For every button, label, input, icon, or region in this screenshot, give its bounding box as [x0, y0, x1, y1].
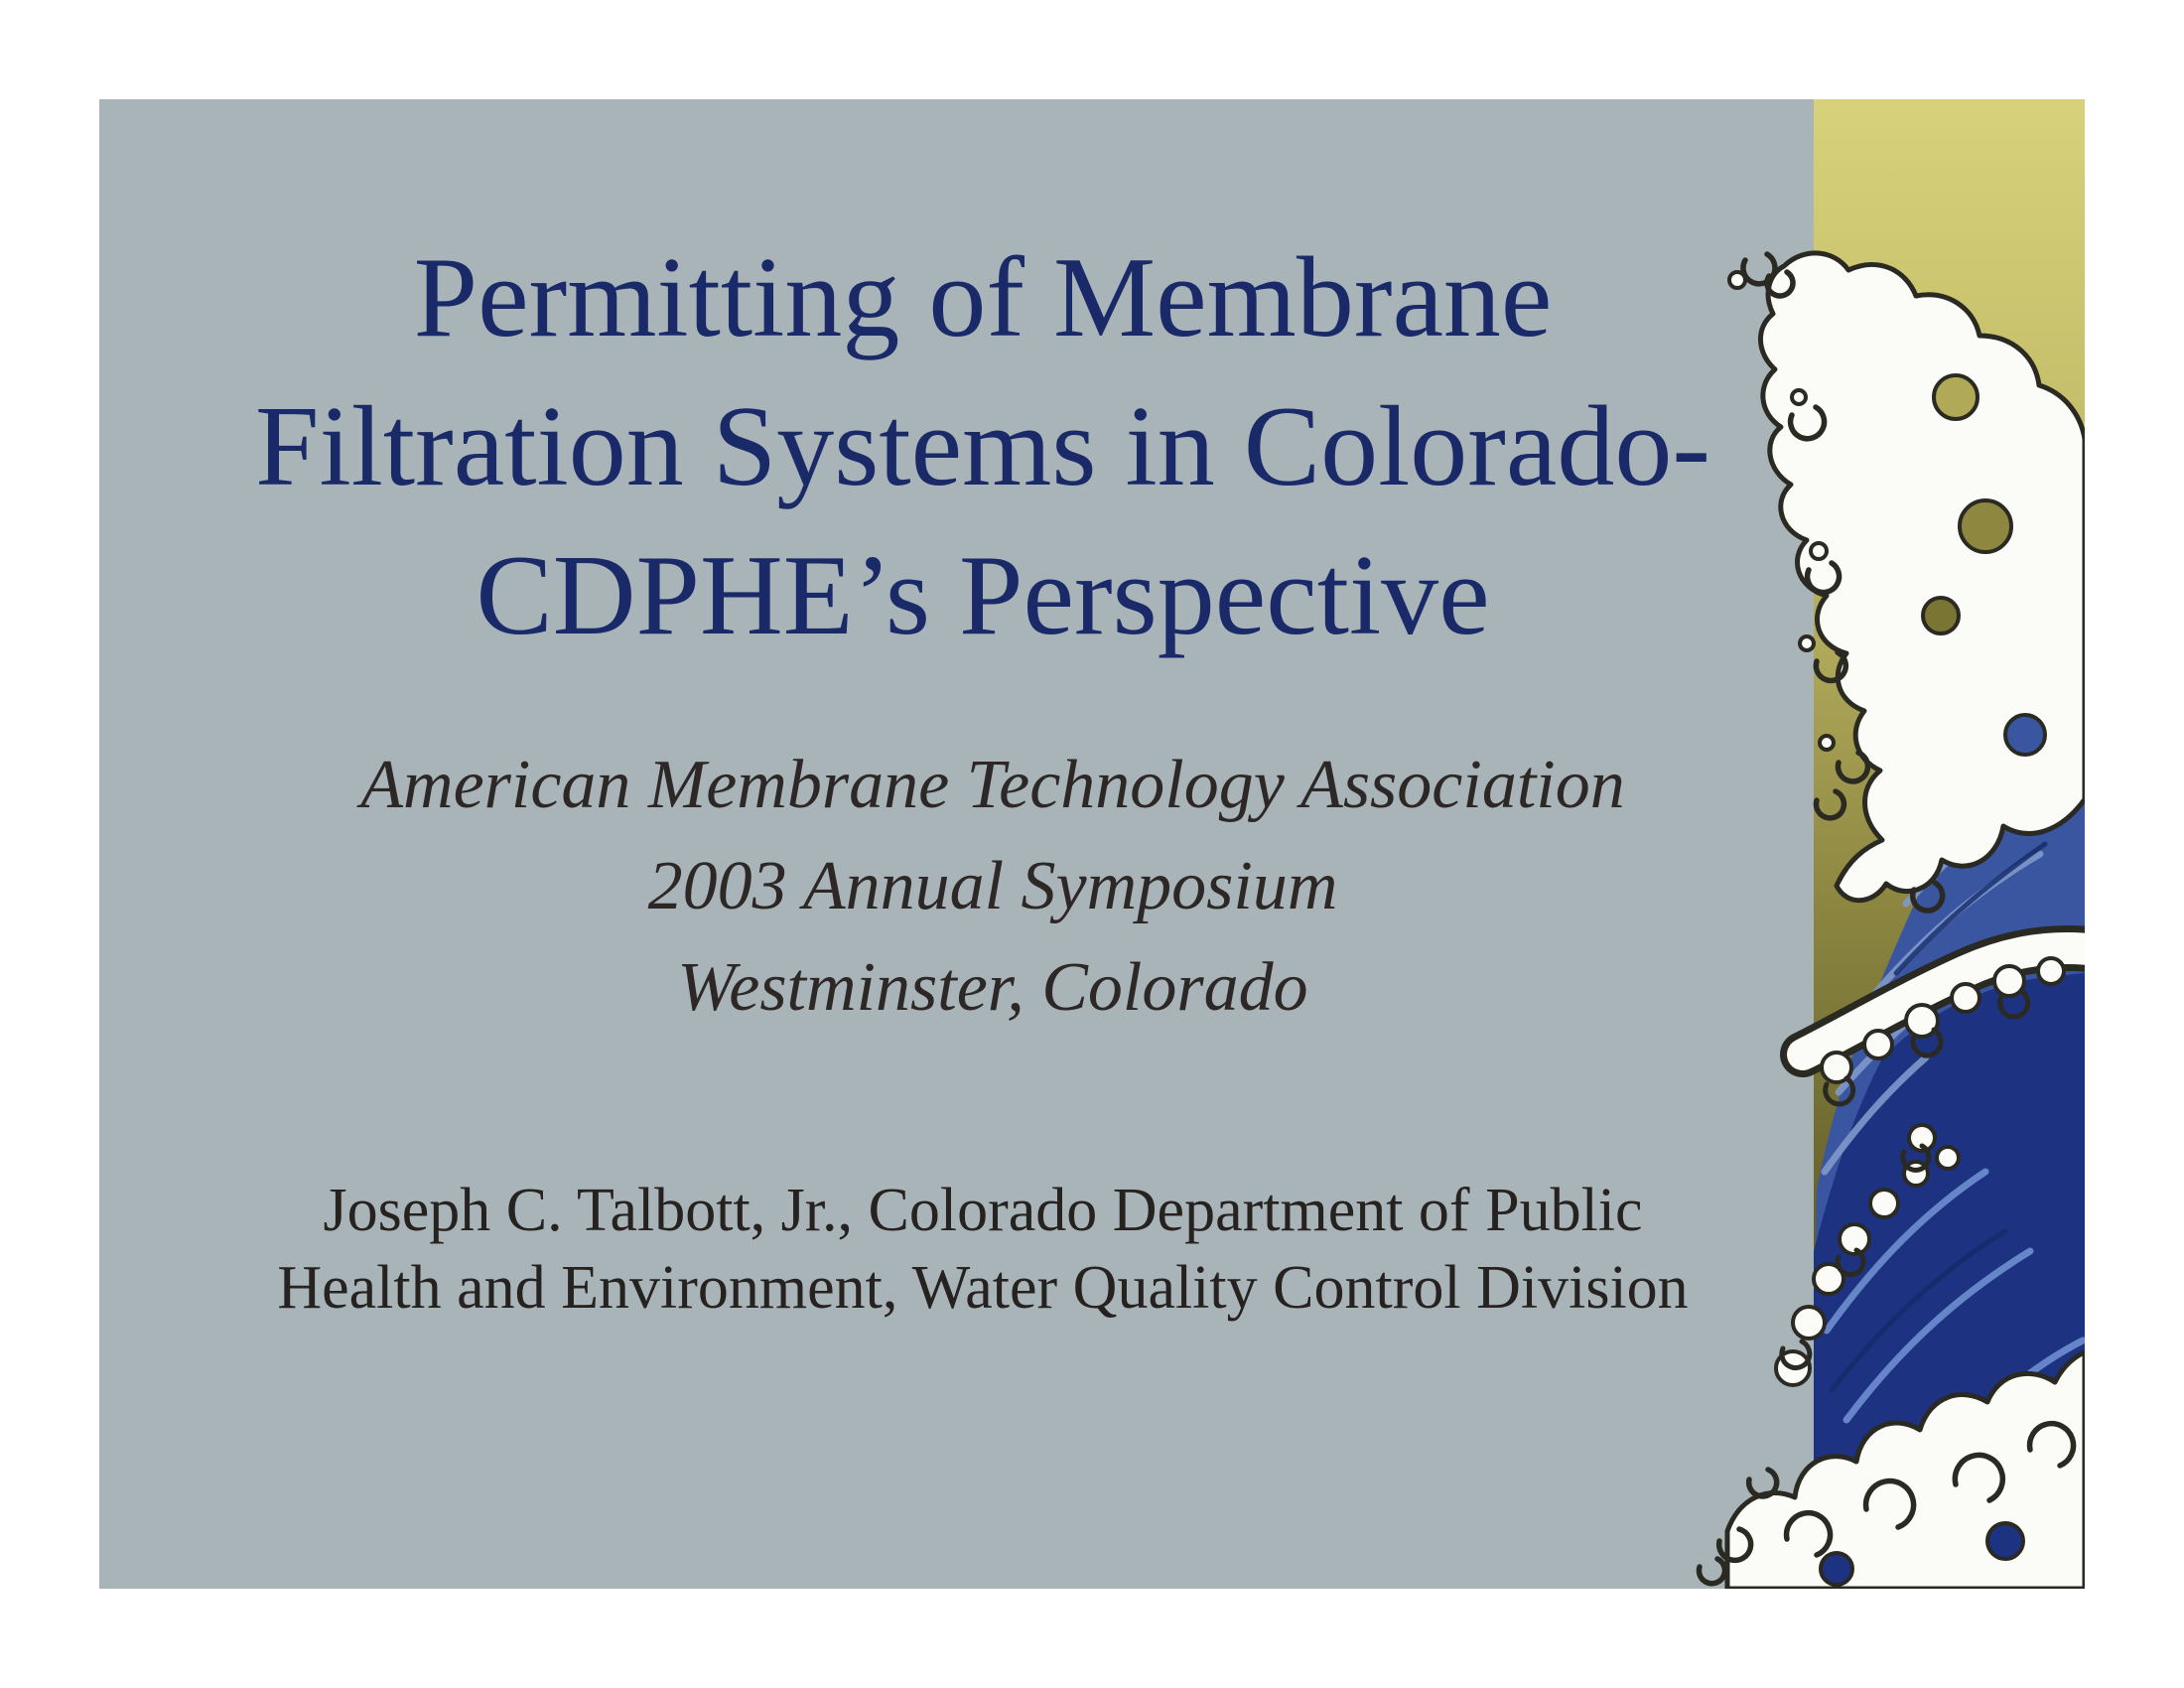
author-block: [119, 1172, 1846, 1327]
slide-title: [119, 223, 1846, 670]
slide: [99, 99, 2085, 1589]
subtitle-line-1: American Membrane Technology Association: [360, 747, 1625, 823]
title-line-3: CDPHE’s Perspective: [476, 532, 1490, 659]
subtitle-line-3: Westminster, Colorado: [677, 949, 1308, 1026]
author-line-2: Health and Environment, Water Quality Control Division: [277, 1254, 1689, 1322]
title-line-2: Filtration Systems in Colorado-: [254, 383, 1711, 510]
bottom-foam: [1699, 1352, 2085, 1589]
wave-deep: [1814, 973, 2085, 1589]
subtitle-block: [99, 735, 1886, 1039]
subtitle-line-2: 2003 Annual Symposium: [647, 848, 1338, 924]
author-line-1: Joseph C. Talbott, Jr., Colorado Department of Public: [323, 1177, 1643, 1244]
wave-streaks-lower: [1827, 1172, 2085, 1559]
title-line-1: Permitting of Membrane: [413, 234, 1553, 361]
